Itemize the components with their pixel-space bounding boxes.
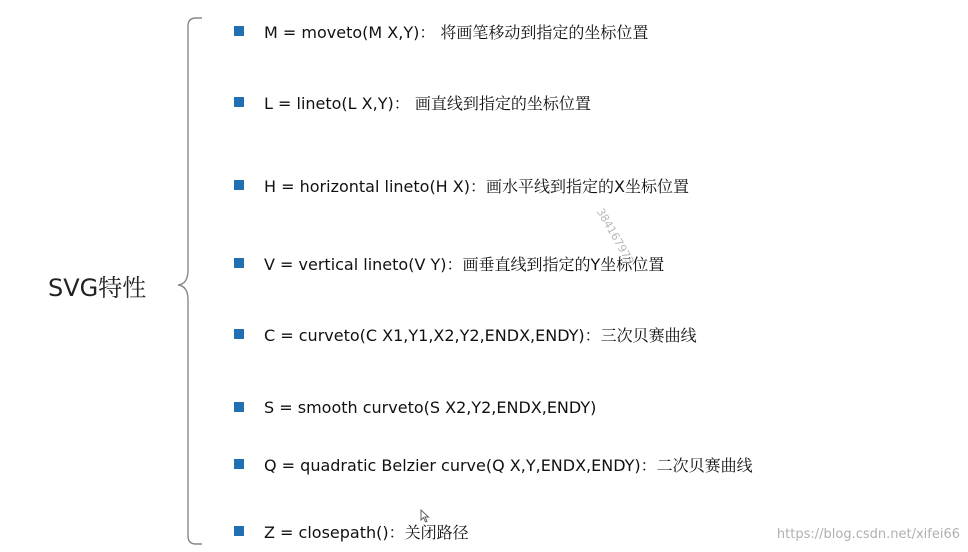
item-text: C = curveto(C X1,Y1,X2,Y2,ENDX,ENDY)：三次贝赛曲线 xyxy=(264,325,697,345)
item-text: S = smooth curveto(S X2,Y2,ENDX,ENDY) xyxy=(264,397,597,417)
square-bullet-icon xyxy=(234,459,244,469)
square-bullet-icon xyxy=(234,258,244,268)
square-bullet-icon xyxy=(234,26,244,36)
square-bullet-icon xyxy=(234,402,244,412)
url-watermark: https://blog.csdn.net/xifei66 xyxy=(776,527,960,542)
list-item-lineto xyxy=(234,90,591,114)
list-item-curveto xyxy=(234,322,697,346)
list-item-horizontal-lineto xyxy=(234,173,689,197)
diagonal-watermark: 384167973 xyxy=(593,206,637,268)
square-bullet-icon xyxy=(234,180,244,190)
list-item-closepath xyxy=(234,519,469,543)
square-bullet-icon xyxy=(234,526,244,536)
item-text: Z = closepath()：关闭路径 xyxy=(264,522,469,542)
list-item-moveto xyxy=(234,19,648,43)
item-text: V = vertical lineto(V Y)：画垂直线到指定的Y坐标位置 xyxy=(264,254,665,274)
curly-brace xyxy=(170,0,210,552)
item-text: L = lineto(L X,Y)： 画直线到指定的坐标位置 xyxy=(264,93,591,113)
item-text: Q = quadratic Belzier curve(Q X,Y,ENDX,ENDY)：二次贝赛曲线 xyxy=(264,455,753,475)
mouse-cursor-icon xyxy=(420,509,430,523)
square-bullet-icon xyxy=(234,97,244,107)
root-node-label: SVG特性 xyxy=(48,274,147,302)
item-text: M = moveto(M X,Y)： 将画笔移动到指定的坐标位置 xyxy=(264,22,649,42)
list-item-vertical-lineto xyxy=(234,251,664,275)
square-bullet-icon xyxy=(234,329,244,339)
list-item-smooth-curveto xyxy=(234,395,596,419)
list-item-quadratic-curve xyxy=(234,452,753,476)
item-text: H = horizontal lineto(H X)：画水平线到指定的X坐标位置 xyxy=(264,176,689,196)
